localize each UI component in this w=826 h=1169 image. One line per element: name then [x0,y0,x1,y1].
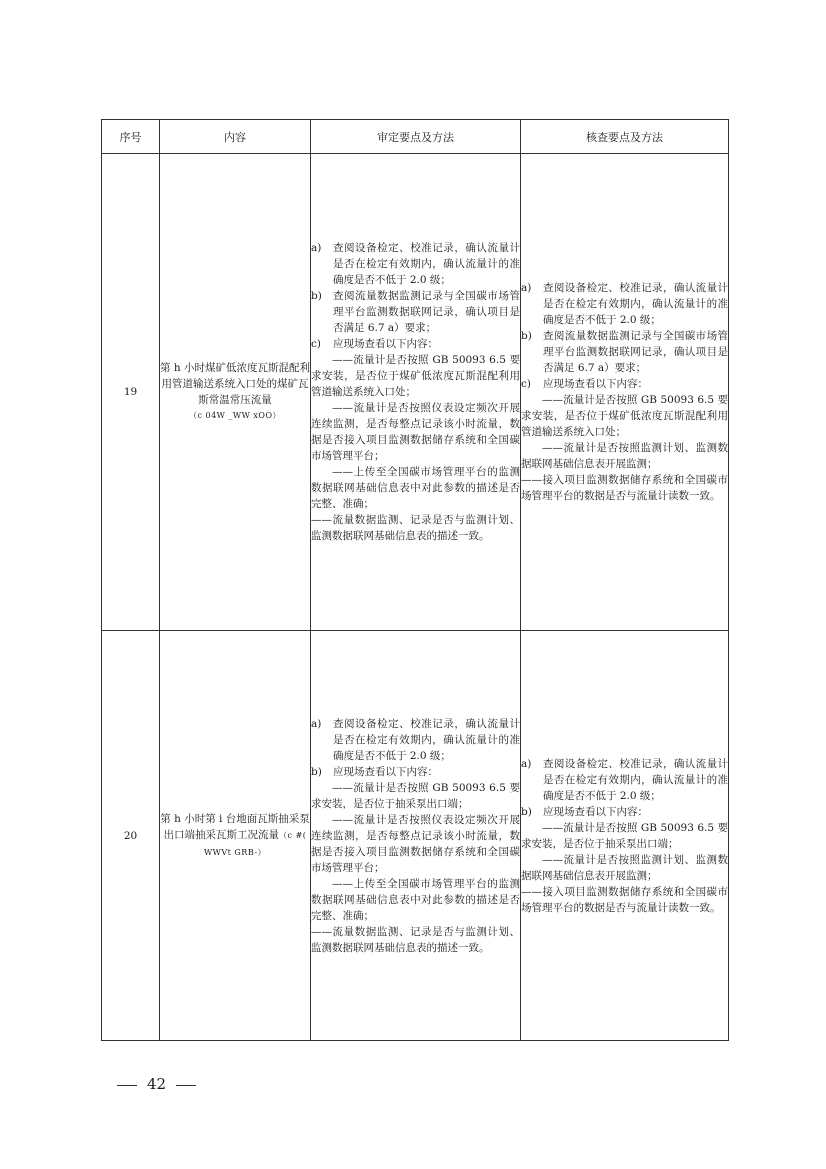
validation-cell [311,631,521,1041]
sub-item: ——流量计是否按照监测计划、监测数据联网基础信息表开展监测； [521,442,728,470]
list-item [521,376,728,392]
header-seq: 序号 [102,120,160,154]
list-item [311,240,520,288]
item-label: c) [311,338,321,350]
list-item [311,716,520,764]
item-text: 查阅设备检定、校准记录，确认流量计是否在检定有效期内，确认流量计的准确度是否不低于 2.0 级； [333,242,520,286]
sub-item: ——流量数据监测、记录是否与监测计划、监测数据联网基础信息表的描述一致。 [311,925,520,954]
list-item [521,280,728,328]
content-symbol: （c #( WWVt GRB-） [203,830,307,857]
header-content: 内容 [160,120,311,154]
footer-dash-left [117,1085,137,1086]
item-text: 应现场查看以下内容： [543,805,648,818]
sub-item: ——接入项目监测数据储存系统和全国碳市场管理平台的数据是否与流量计读数一致。 [521,885,728,914]
item-label: b) [521,805,532,818]
spec-table [101,119,729,1041]
table-header-row [102,120,729,154]
page-footer [107,1075,206,1093]
verification-cell [521,631,729,1041]
sub-item: ——上传至全国碳市场管理平台的监测数据联网基础信息表中对此参数的描述是否完整、准确； [311,877,520,922]
list-item [521,328,728,376]
page-number: 42 [147,1075,167,1093]
item-text: 应现场查看以下内容： [333,338,438,350]
item-label: a) [311,242,322,254]
sub-item: ——流量计是否按照仪表设定频次开展连续监测，是否每整点记录该小时流量，数据是否接入项目监测数据储存系统和全国碳市场管理平台； [311,402,520,462]
sub-item: ——流量计是否按照 GB 50093 6.5 要求安装，是否位于煤矿低浓度瓦斯混配利用管道输送系统入口处； [311,354,520,398]
header-verification: 核查要点及方法 [521,120,729,154]
verification-cell [521,154,729,631]
item-text: 查阅设备检定、校准记录，确认流量计是否在检定有效期内，确认流量计的准确度是否不低于 2.0 级； [543,282,728,326]
row-number: 19 [102,154,160,631]
sub-item: ——流量计是否按照监测计划、监测数据联网基础信息表开展监测； [521,853,728,882]
item-label: a) [311,717,322,730]
content-text: 第 h 小时第 i 台地面瓦斯抽采泵出口端抽采瓦斯工况流量 [160,812,310,841]
content-text: 第 h 小时煤矿低浓度瓦斯混配利用管道输送系统入口处的煤矿瓦斯常温常压流量 [160,362,310,406]
sub-item: ——流量计是否按照 GB 50093 6.5 要求安装，是否位于抽采泵出口端； [311,781,520,810]
item-text: 查阅流量数据监测记录与全国碳市场管理平台监测数据联网记录，确认项目是否满足 6.7 a）要求； [333,290,520,334]
sub-item: ——流量计是否按照 GB 50093 6.5 要求安装，是否位于抽采泵出口端； [521,821,728,850]
list-item [311,288,520,336]
list-item [521,804,728,820]
item-label: b) [311,765,322,778]
item-text: 查阅设备检定、校准记录，确认流量计是否在检定有效期内，确认流量计的准确度是否不低于 2.0 级； [333,717,520,762]
list-item [311,336,520,352]
list-item [311,764,520,780]
row-number: 20 [102,631,160,1041]
sub-item: ——上传至全国碳市场管理平台的监测数据联网基础信息表中对此参数的描述是否完整、准确； [311,466,520,510]
sub-item: ——流量数据监测、记录是否与监测计划、监测数据联网基础信息表的描述一致。 [311,514,520,542]
item-text: 应现场查看以下内容： [543,378,648,390]
row-content [160,154,311,631]
item-label: c) [521,378,531,390]
item-text: 查阅设备检定、校准记录，确认流量计是否在检定有效期内，确认流量计的准确度是否不低于 2.0 级； [543,757,728,802]
footer-dash-right [176,1085,196,1086]
item-label: b) [521,330,532,342]
row-content [160,631,311,1041]
item-text: 应现场查看以下内容： [333,765,438,778]
content-symbol: （c 04W _WW xOO） [188,411,282,420]
item-text: 查阅流量数据监测记录与全国碳市场管理平台监测数据联网记录，确认项目是否满足 6.7 a）要求； [543,330,728,374]
item-label: a) [521,757,532,770]
list-item [521,756,728,804]
validation-cell [311,154,521,631]
sub-item: ——流量计是否按照仪表设定频次开展连续监测，是否每整点记录该小时流量，数据是否接入项目监测数据储存系统和全国碳市场管理平台； [311,813,520,874]
table-row [102,631,729,1041]
header-validation: 审定要点及方法 [311,120,521,154]
table-row [102,154,729,631]
sub-item: ——接入项目监测数据储存系统和全国碳市场管理平台的数据是否与流量计读数一致。 [521,474,728,502]
item-label: b) [311,290,322,302]
sub-item: ——流量计是否按照 GB 50093 6.5 要求安装，是否位于煤矿低浓度瓦斯混配利用管道输送系统入口处； [521,394,728,438]
item-label: a) [521,282,532,294]
